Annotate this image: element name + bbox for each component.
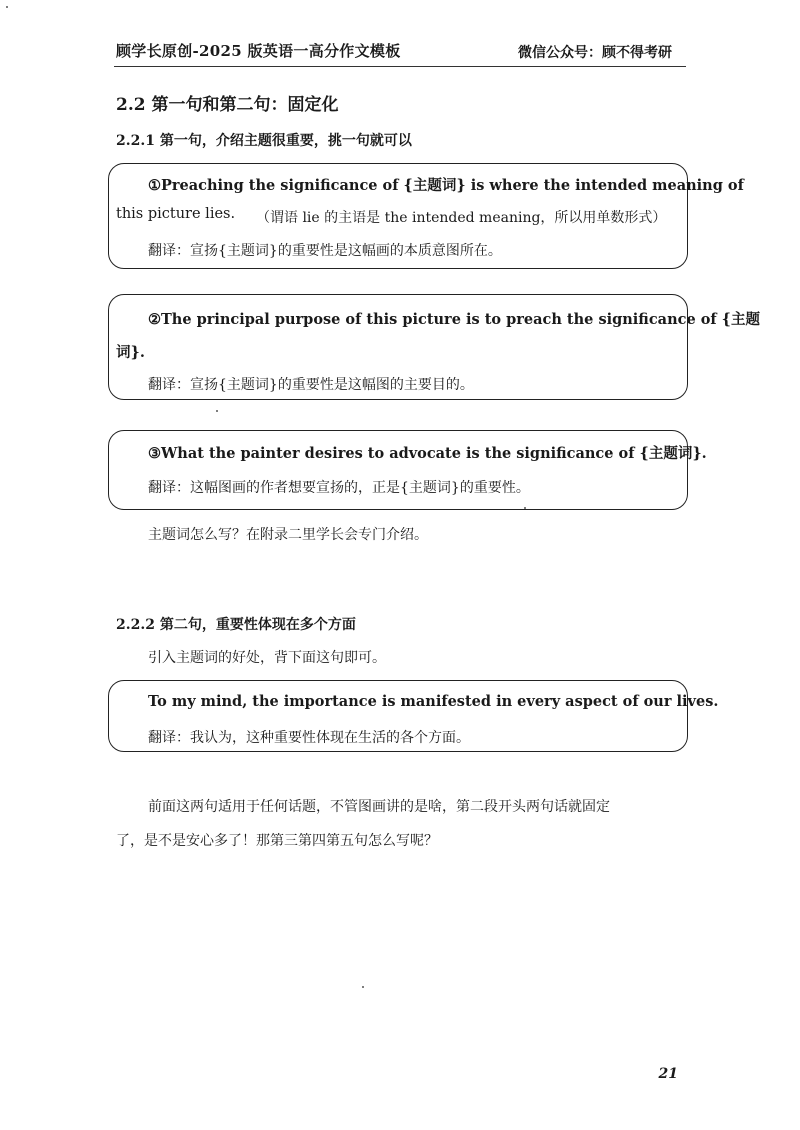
subsection-title-2: 2.2.2 第二句，重要性体现在多个方面 <box>116 617 356 633</box>
box2-english-line2: 词}. <box>116 344 145 361</box>
closing-line-1: 前面这两句适用于任何话题，不管图画讲的是啥，第二段开头两句话就固定 <box>148 799 610 815</box>
box2-english-line1: ②The principal purpose of this picture is to preach the significance of {主题 <box>148 311 760 328</box>
scan-speck <box>216 410 218 412</box>
page-number: 21 <box>658 1066 678 1082</box>
subsection-2-intro: 引入主题词的好处，背下面这句即可。 <box>148 650 386 666</box>
header-title: 顾学长原创-2025 版英语一高分作文模板 <box>116 42 401 60</box>
box1-english-line2: this picture lies. <box>116 206 236 222</box>
scan-speck <box>362 986 364 988</box>
closing-line-2: 了，是不是安心多了！那第三第四第五句怎么写呢？ <box>116 833 438 849</box>
box3-translation: 翻译：这幅图画的作者想要宣扬的，正是{主题词}的重要性。 <box>148 480 530 496</box>
box2-translation: 翻译：宣扬{主题词}的重要性是这幅图的主要目的。 <box>148 377 474 393</box>
box4-english-line1: To my mind, the importance is manifested in every aspect of our lives. <box>148 693 719 710</box>
box3-english-line1: ③What the painter desires to advocate is the significance of {主题词}. <box>148 445 707 462</box>
box1-translation: 翻译：宣扬{主题词}的重要性是这幅画的本质意图所在。 <box>148 243 502 259</box>
box1-english-line1: ①Preaching the significance of {主题词} is where the intended meaning of <box>148 177 744 194</box>
box1-grammar-note: （谓语 lie 的主语是 the intended meaning，所以用单数形式） <box>256 210 667 226</box>
header-divider <box>114 66 686 67</box>
subsection-title-1: 2.2.1 第一句，介绍主题很重要，挑一句就可以 <box>116 133 412 149</box>
topic-word-note: 主题词怎么写？在附录二里学长会专门介绍。 <box>148 527 428 543</box>
section-title: 2.2 第一句和第二句：固定化 <box>116 95 339 115</box>
box4-translation: 翻译：我认为，这种重要性体现在生活的各个方面。 <box>148 730 470 746</box>
scan-speck <box>6 6 8 8</box>
scan-speck <box>524 507 526 509</box>
header-wechat: 微信公众号：顾不得考研 <box>518 45 672 61</box>
